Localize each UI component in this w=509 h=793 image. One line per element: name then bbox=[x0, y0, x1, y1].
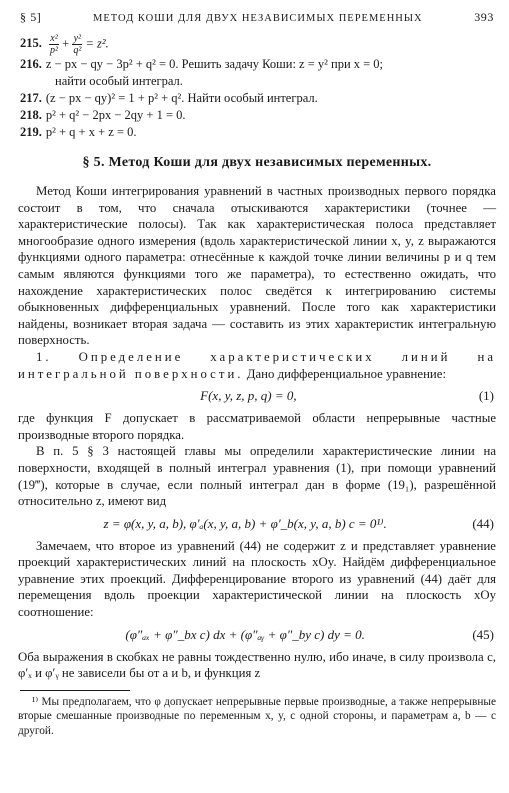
fraction: $\frac{\text{y²}}{\text{q²}}$ bbox=[73, 33, 82, 56]
paragraph-definition: 1. Определение характеристических линий на интегральной поверхности. Дано дифференциальное уравнение: bbox=[18, 349, 496, 381]
page bbox=[18, 10, 496, 738]
equation-44: z = φ(x, y, a, b), φ′ₐ(x, y, a, b) + φ′_b(x, y, a, b) c = 0¹⁾. (44) bbox=[103, 515, 494, 531]
header-section: § 5] bbox=[20, 10, 42, 24]
paragraph-intro: Метод Коши интегрирования уравнений в частных производных первого порядка состоит в том, что сначала отыскиваются характеристики (точнее — характеристические полосы). Так как характеристическая полоса представляет многообразие одного измерения (вдоль характеристической линии x, y, z выражаются функциями одного параметра: отнесённые к каждой точке линии величины p и q тем самым являются функциями того же параметра), то естественно ожидать, что нахождение характеристических полос сведётся к интегрированию системы обыкновенных дифференциальных уравнений. После того как характеристики найдены, возникает вторая задача — составить из этих характеристик интегральную поверхность. bbox=[18, 184, 496, 348]
exercise-216: 216. z − px − qy − 3p² + q² = 0. Решить задачу Коши: z = y² при x = 0; найти особый интеграл. bbox=[20, 57, 384, 88]
equation-1: F(x, y, z, p, q) = 0, (1) bbox=[200, 388, 494, 404]
paragraph-characteristics: В п. 5 § 3 настоящей главы мы определили характеристические линии на поверхности, входящей в полный интеграл уравнения (1), при помощи уравнений (19‴), которые в случае, если полный интеграл дан в форме (19₁), разрешённой относительно z, имеют вид bbox=[18, 444, 496, 509]
subsection-title: 1. Определение характеристических линий на интегральной поверхности. bbox=[18, 349, 496, 381]
exercise-217: 217. (z − px − qy)² = 1 + p² + q². Найти особый интеграл. bbox=[20, 91, 318, 105]
fraction: $\frac{\text{x²}}{\text{p²}}$ bbox=[50, 33, 58, 56]
section-heading: § 5. Метод Коши для двух независимых переменных. bbox=[82, 155, 432, 170]
paragraph-projection: Замечаем, что второе из уравнений (44) не содержит z и представляет уравнение проекций характеристических линий на плоскость xOy. Найдём дифференциальное уравнение этих проекций. Дифференцирование второго из уравнений (44) даёт для перемещения вдоль проекции характеристической линии на плоскость xOy соотношение: bbox=[18, 538, 496, 620]
equation-number: (1) bbox=[478, 388, 494, 404]
running-header bbox=[18, 10, 496, 25]
exercise-219: 219. p² + q + x + z = 0. bbox=[20, 125, 137, 139]
equation-number: (45) bbox=[472, 626, 494, 642]
page-number: 393 bbox=[474, 10, 494, 24]
equation-45: (φ″ₐₓ + φ″_bx c) dx + (φ″ₐᵧ + φ″_by c) dy = 0. (45) bbox=[125, 626, 494, 642]
header-title: МЕТОД КОШИ ДЛЯ ДВУХ НЕЗАВИСИМЫХ ПЕРЕМЕННЫХ bbox=[92, 13, 423, 24]
paragraph-brackets: Оба выражения в скобках не равны тождественно нулю, ибо иначе, в силу произвола c, φ′ₓ и φ′ᵧ не зависели бы от a и b, и функция z bbox=[18, 649, 496, 681]
footnote-rule bbox=[20, 690, 130, 691]
equation-number: (44) bbox=[472, 515, 494, 531]
footnote: ¹⁾ Мы предполагаем, что φ допускает непрерывные первые производные, а также непрерывные вторые смешанные производные по переменным x, y, с одной стороны, и параметрам a, b — с другой. bbox=[18, 695, 496, 737]
exercise-215: 215. $\frac{\text{x²}}{\text{p²}}$ + $\frac{\text{y²}}{\text{q²}}$ = z². bbox=[20, 33, 109, 56]
paragraph-function: где функция F допускает в рассматриваемой области непрерывные частные производные второго порядка. bbox=[18, 411, 496, 442]
exercise-218: 218. p² + q² − 2px − 2qy + 1 = 0. bbox=[20, 108, 186, 122]
